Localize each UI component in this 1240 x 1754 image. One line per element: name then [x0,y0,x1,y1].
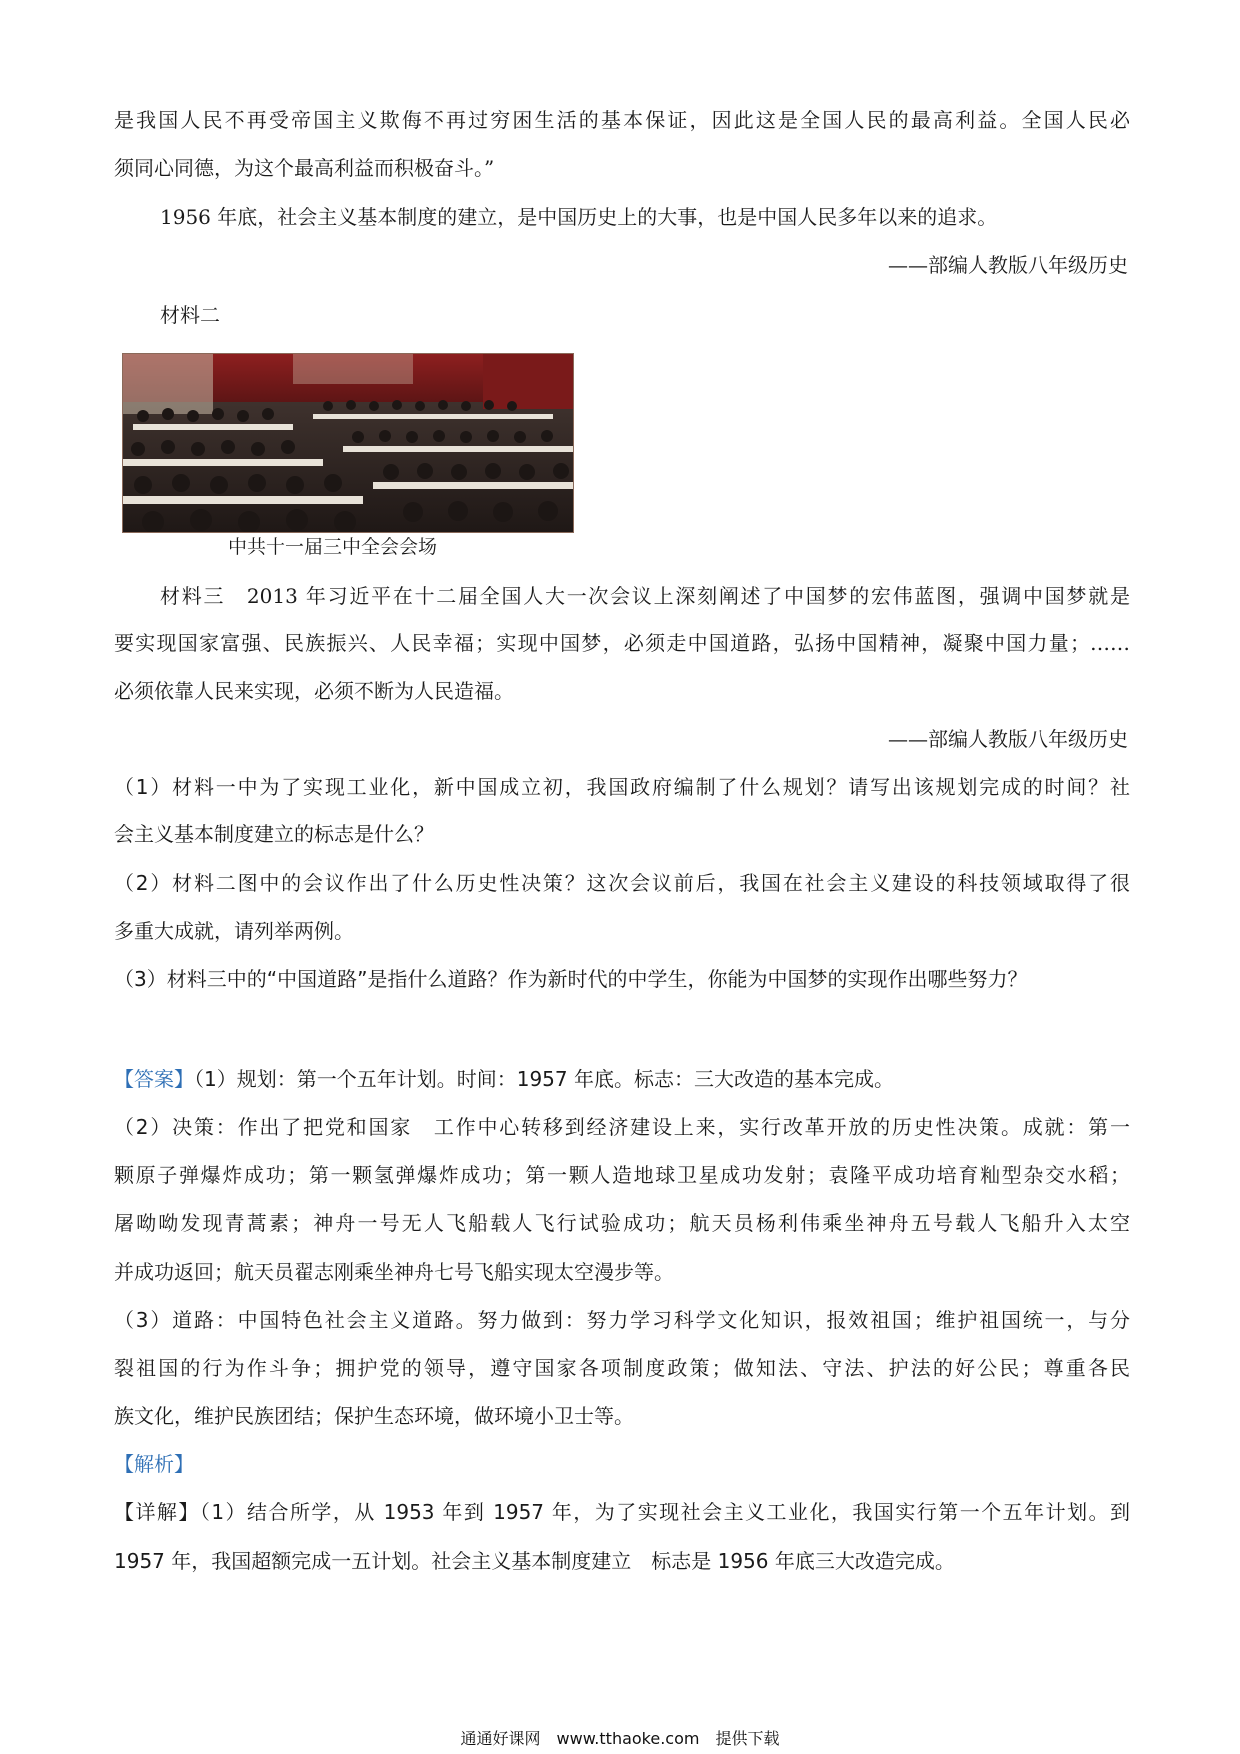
answer-2-line-3: 屠呦呦发现青蒿素；神舟一号无人飞船载人飞行试验成功；航天员杨利伟乘坐神舟五号载人飞船升入太空 [114,1211,1130,1235]
material-3-line-1: 材料三 2013 年习近平在十二届全国人大一次会议上深刻阐述了中国梦的宏伟蓝图，强调中国梦就是 [160,584,1130,608]
answer-2-line-4: 并成功返回；航天员翟志刚乘坐神舟七号飞船实现太空漫步等。 [114,1260,674,1284]
detail-line-2: 1957 年，我国超额完成一五计划。社会主义基本制度建立 标志是 1956 年底三大改造完成。 [114,1549,955,1573]
answer-3-line-2: 裂祖国的行为作斗争；拥护党的领导，遵守国家各项制度政策；做知法、守法、护法的好公民；尊重各民 [114,1356,1130,1380]
answer-2-line-2: 颗原子弹爆炸成功；第一颗氢弹爆炸成功；第一颗人造地球卫星成功发射；袁隆平成功培育籼型杂交水稻； [114,1163,1130,1187]
source-citation-1: ——部编人教版八年级历史 [888,253,1128,277]
material-3-line-2: 要实现国家富强、民族振兴、人民幸福；实现中国梦，必须走中国道路，弘扬中国精神，凝聚中国力量；…… [114,631,1130,655]
answer-tag: 【答案】 [114,1067,194,1091]
question-3-line-1: （3）材料三中的“中国道路”是指什么道路？作为新时代的中学生，你能为中国梦的实现作出哪些努力？ [114,967,1028,991]
plenum-meeting-photo [122,353,574,533]
answer-3-line-1: （3）道路：中国特色社会主义道路。努力做到：努力学习科学文化知识，报效祖国；维护祖国统一，与分 [114,1308,1130,1332]
detail-line-1 [114,1494,1130,1530]
meeting-hall-illustration [123,354,573,532]
answer-1: （1）规划：第一个五年计划。时间：1957 年底。标志：三大改造的基本完成。 [194,1067,894,1091]
footer-watermark: 通通好课网 www.tthaoke.com 提供下载 [460,1729,780,1748]
quote-line-2: 须同心同德，为这个最高利益而积极奋斗。” [114,156,495,180]
answer-3-line-3: 族文化，维护民族团结；保护生态环境，做环境小卫士等。 [114,1404,634,1428]
analysis-tag: 【解析】 [114,1452,194,1476]
material-3-line-3: 必须依靠人民来实现，必须不断为人民造福。 [114,679,514,703]
answer-line-1 [114,1061,894,1097]
material-2-label: 材料二 [160,303,220,327]
detail-tag: 【详解】 [114,1500,200,1524]
photo-caption: 中共十一届三中全会会场 [228,536,438,558]
paragraph-1956: 1956 年底，社会主义基本制度的建立，是中国历史上的大事，也是中国人民多年以来的追求。 [160,205,998,229]
question-2-line-2: 多重大成就，请列举两例。 [114,919,354,943]
question-1-line-2: 会主义基本制度建立的标志是什么？ [114,822,434,846]
question-2-line-1: （2）材料二图中的会议作出了什么历史性决策？这次会议前后，我国在社会主义建设的科技领域取得了很 [114,871,1130,895]
source-citation-2: ——部编人教版八年级历史 [888,727,1128,751]
answer-2-line-1: （2）决策：作出了把党和国家 工作中心转移到经济建设上来，实行改革开放的历史性决策。成就：第一 [114,1115,1130,1139]
question-1-line-1: （1）材料一中为了实现工业化，新中国成立初，我国政府编制了什么规划？请写出该规划完成的时间？社 [114,775,1130,799]
quote-line-1: 是我国人民不再受帝国主义欺侮不再过穷困生活的基本保证，因此这是全国人民的最高利益。全国人民必 [114,108,1130,132]
detail-text-1: （1）结合所学，从 1953 年到 1957 年，为了实现社会主义工业化，我国实行第一个五年计划。到 [199,1500,1131,1524]
